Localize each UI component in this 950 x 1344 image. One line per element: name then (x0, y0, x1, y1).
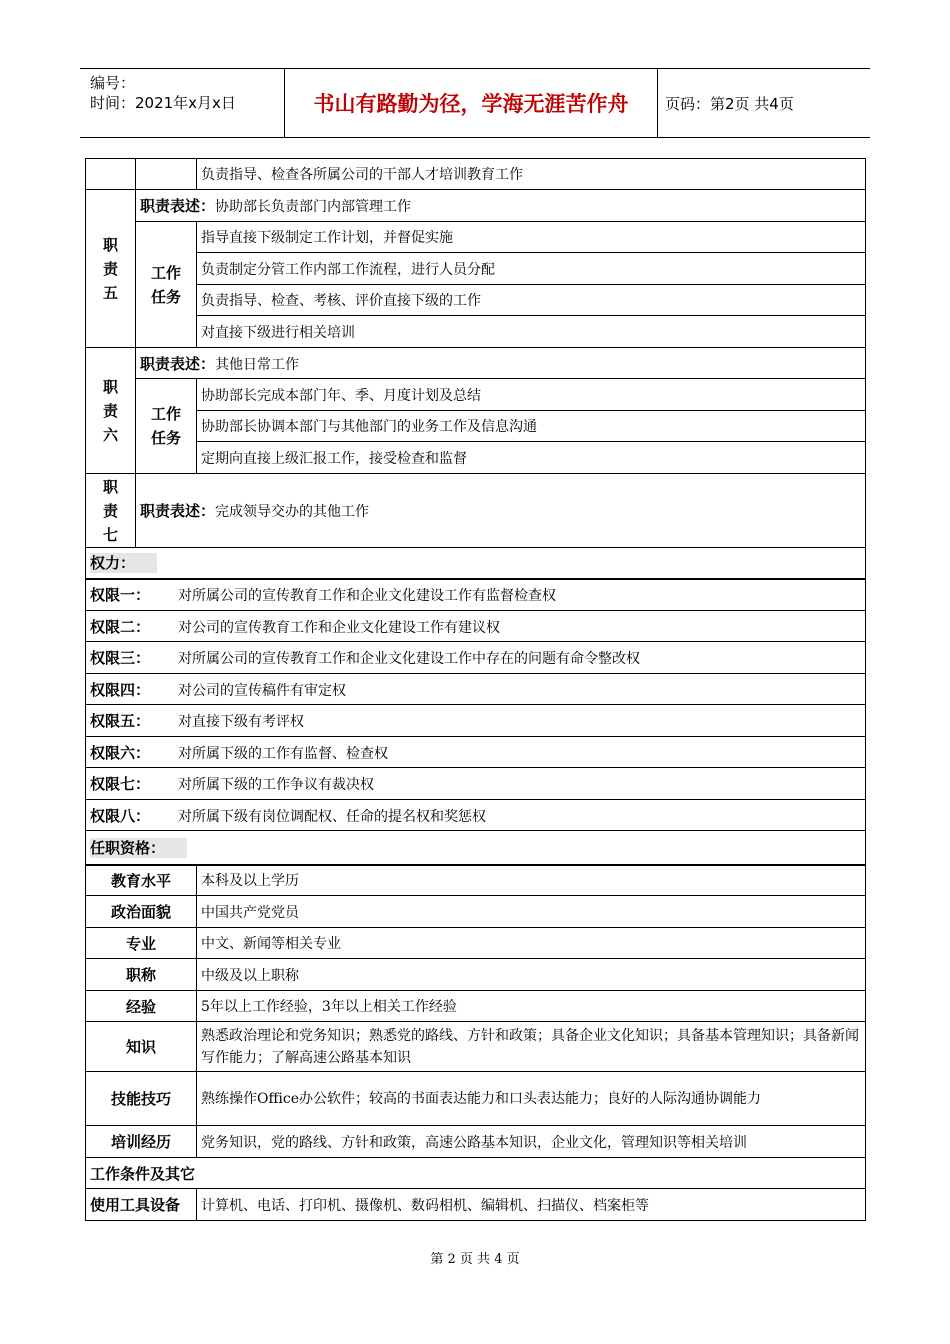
table-row (86, 442, 866, 474)
duty-task-item: 负责指导、检查各所属公司的干部人才培训教育工作 (197, 159, 866, 190)
table-row (86, 1189, 866, 1221)
page-header (80, 68, 870, 138)
table-row (86, 611, 866, 642)
header-page-info: 页码：第2页 共4页 (665, 94, 794, 113)
table-row (86, 379, 866, 411)
header-meta (80, 69, 285, 137)
qualification-value: 本科及以上学历 (197, 865, 866, 896)
qualification-label: 技能技巧 (86, 1072, 197, 1126)
table-row (86, 1022, 866, 1072)
qualification-label: 教育水平 (86, 865, 197, 896)
duty-task-item: 指导直接下级制定工作计划，并督促实施 (197, 222, 866, 253)
duty7-label: 职责七 (86, 474, 136, 548)
duty7-statement: 职责表述：完成领导交办的其他工作 (136, 474, 866, 548)
table-row (86, 579, 866, 611)
conditions-value: 计算机、电话、打印机、摄像机、数码相机、编辑机、扫描仪、档案柜等 (197, 1189, 866, 1221)
authority-item: 权限三： 对所属公司的宣传教育工作和企业文化建设工作中存在的问题有命令整改权 (86, 642, 866, 674)
qualification-label: 职称 (86, 959, 197, 991)
duty-task-item: 负责制定分管工作内部工作流程，进行人员分配 (197, 253, 866, 285)
duty-task-item: 定期向直接上级汇报工作，接受检查和监督 (197, 442, 866, 474)
table-row (86, 253, 866, 285)
duty-task-item: 对直接下级进行相关培训 (197, 316, 866, 348)
duty5-label: 职责五 (86, 190, 136, 348)
table-row (86, 896, 866, 928)
table-row (86, 865, 866, 896)
duty-task-item: 负责指导、检查、考核、评价直接下级的工作 (197, 285, 866, 316)
table-row (86, 1072, 866, 1126)
authority-item: 权限二： 对公司的宣传教育工作和企业文化建设工作有建议权 (86, 611, 866, 642)
qualification-value: 5年以上工作经验，3年以上相关工作经验 (197, 991, 866, 1022)
table-row (86, 222, 866, 253)
qualification-label: 政治面貌 (86, 896, 197, 928)
qualification-value: 熟悉政治理论和党务知识；熟悉党的路线、方针和政策；具备企业文化知识；具备基本管理知识；具备新闻写作能力；了解高速公路基本知识 (197, 1022, 866, 1072)
duty6-statement: 职责表述：其他日常工作 (136, 348, 866, 379)
authority-item: 权限五： 对直接下级有考评权 (86, 705, 866, 737)
job-description-table (85, 158, 866, 1221)
table-row (86, 705, 866, 737)
table-row (86, 474, 866, 548)
qualification-value: 党务知识，党的路线、方针和政策，高速公路基本知识，企业文化，管理知识等相关培训 (197, 1126, 866, 1158)
qualification-title: 任职资格： (86, 831, 866, 865)
number-label: 编号： (90, 74, 136, 92)
table-row (86, 348, 866, 379)
authority-item: 权限七： 对所属下级的工作争议有裁决权 (86, 768, 866, 800)
authority-item: 权限一： 对所属公司的宣传教育工作和企业文化建设工作有监督检查权 (86, 579, 866, 611)
qualification-value: 中文、新闻等相关专业 (197, 928, 866, 959)
conditions-label: 使用工具设备 (86, 1189, 197, 1221)
conditions-title: 工作条件及其它 (86, 1158, 866, 1189)
duty5-statement: 职责表述：协助部长负责部门内部管理工作 (136, 190, 866, 222)
table-row (86, 991, 866, 1022)
date-label: 时间：2021年x月x日 (90, 94, 236, 112)
authority-item: 权限四： 对公司的宣传稿件有审定权 (86, 674, 866, 705)
duty5-task-label: 工作任务 (136, 222, 197, 348)
table-row (86, 642, 866, 674)
qualification-label: 专业 (86, 928, 197, 959)
qualification-value: 中级及以上职称 (197, 959, 866, 991)
table-row (86, 800, 866, 831)
authority-item: 权限八： 对所属下级有岗位调配权、任命的提名权和奖惩权 (86, 800, 866, 831)
table-row (86, 928, 866, 959)
duty-task-item: 协助部长完成本部门年、季、月度计划及总结 (197, 379, 866, 411)
table-row (86, 959, 866, 991)
table-row (86, 411, 866, 442)
qualification-label: 培训经历 (86, 1126, 197, 1158)
table-row (86, 737, 866, 768)
duty-task-item: 协助部长协调本部门与其他部门的业务工作及信息沟通 (197, 411, 866, 442)
header-motto: 书山有路勤为径，学海无涯苦作舟 (285, 69, 658, 137)
table-row (86, 190, 866, 222)
qualification-label: 经验 (86, 991, 197, 1022)
table-row (86, 159, 866, 190)
page-footer: 第 2 页 共 4 页 (430, 1252, 520, 1267)
duty6-task-label: 工作任务 (136, 379, 197, 474)
table-row (86, 768, 866, 800)
table-row (86, 316, 866, 348)
table-row (86, 1126, 866, 1158)
duty6-label: 职责六 (86, 348, 136, 474)
table-row (86, 548, 866, 579)
authority-item: 权限六： 对所属下级的工作有监督、检查权 (86, 737, 866, 768)
table-row (86, 1158, 866, 1189)
table-row (86, 674, 866, 705)
table-row (86, 831, 866, 865)
table-row (86, 285, 866, 316)
authority-title: 权力： (86, 548, 866, 579)
qualification-label: 知识 (86, 1022, 197, 1072)
qualification-value: 中国共产党党员 (197, 896, 866, 928)
qualification-value: 熟练操作Office办公软件；较高的书面表达能力和口头表达能力；良好的人际沟通协调能力 (197, 1072, 866, 1126)
